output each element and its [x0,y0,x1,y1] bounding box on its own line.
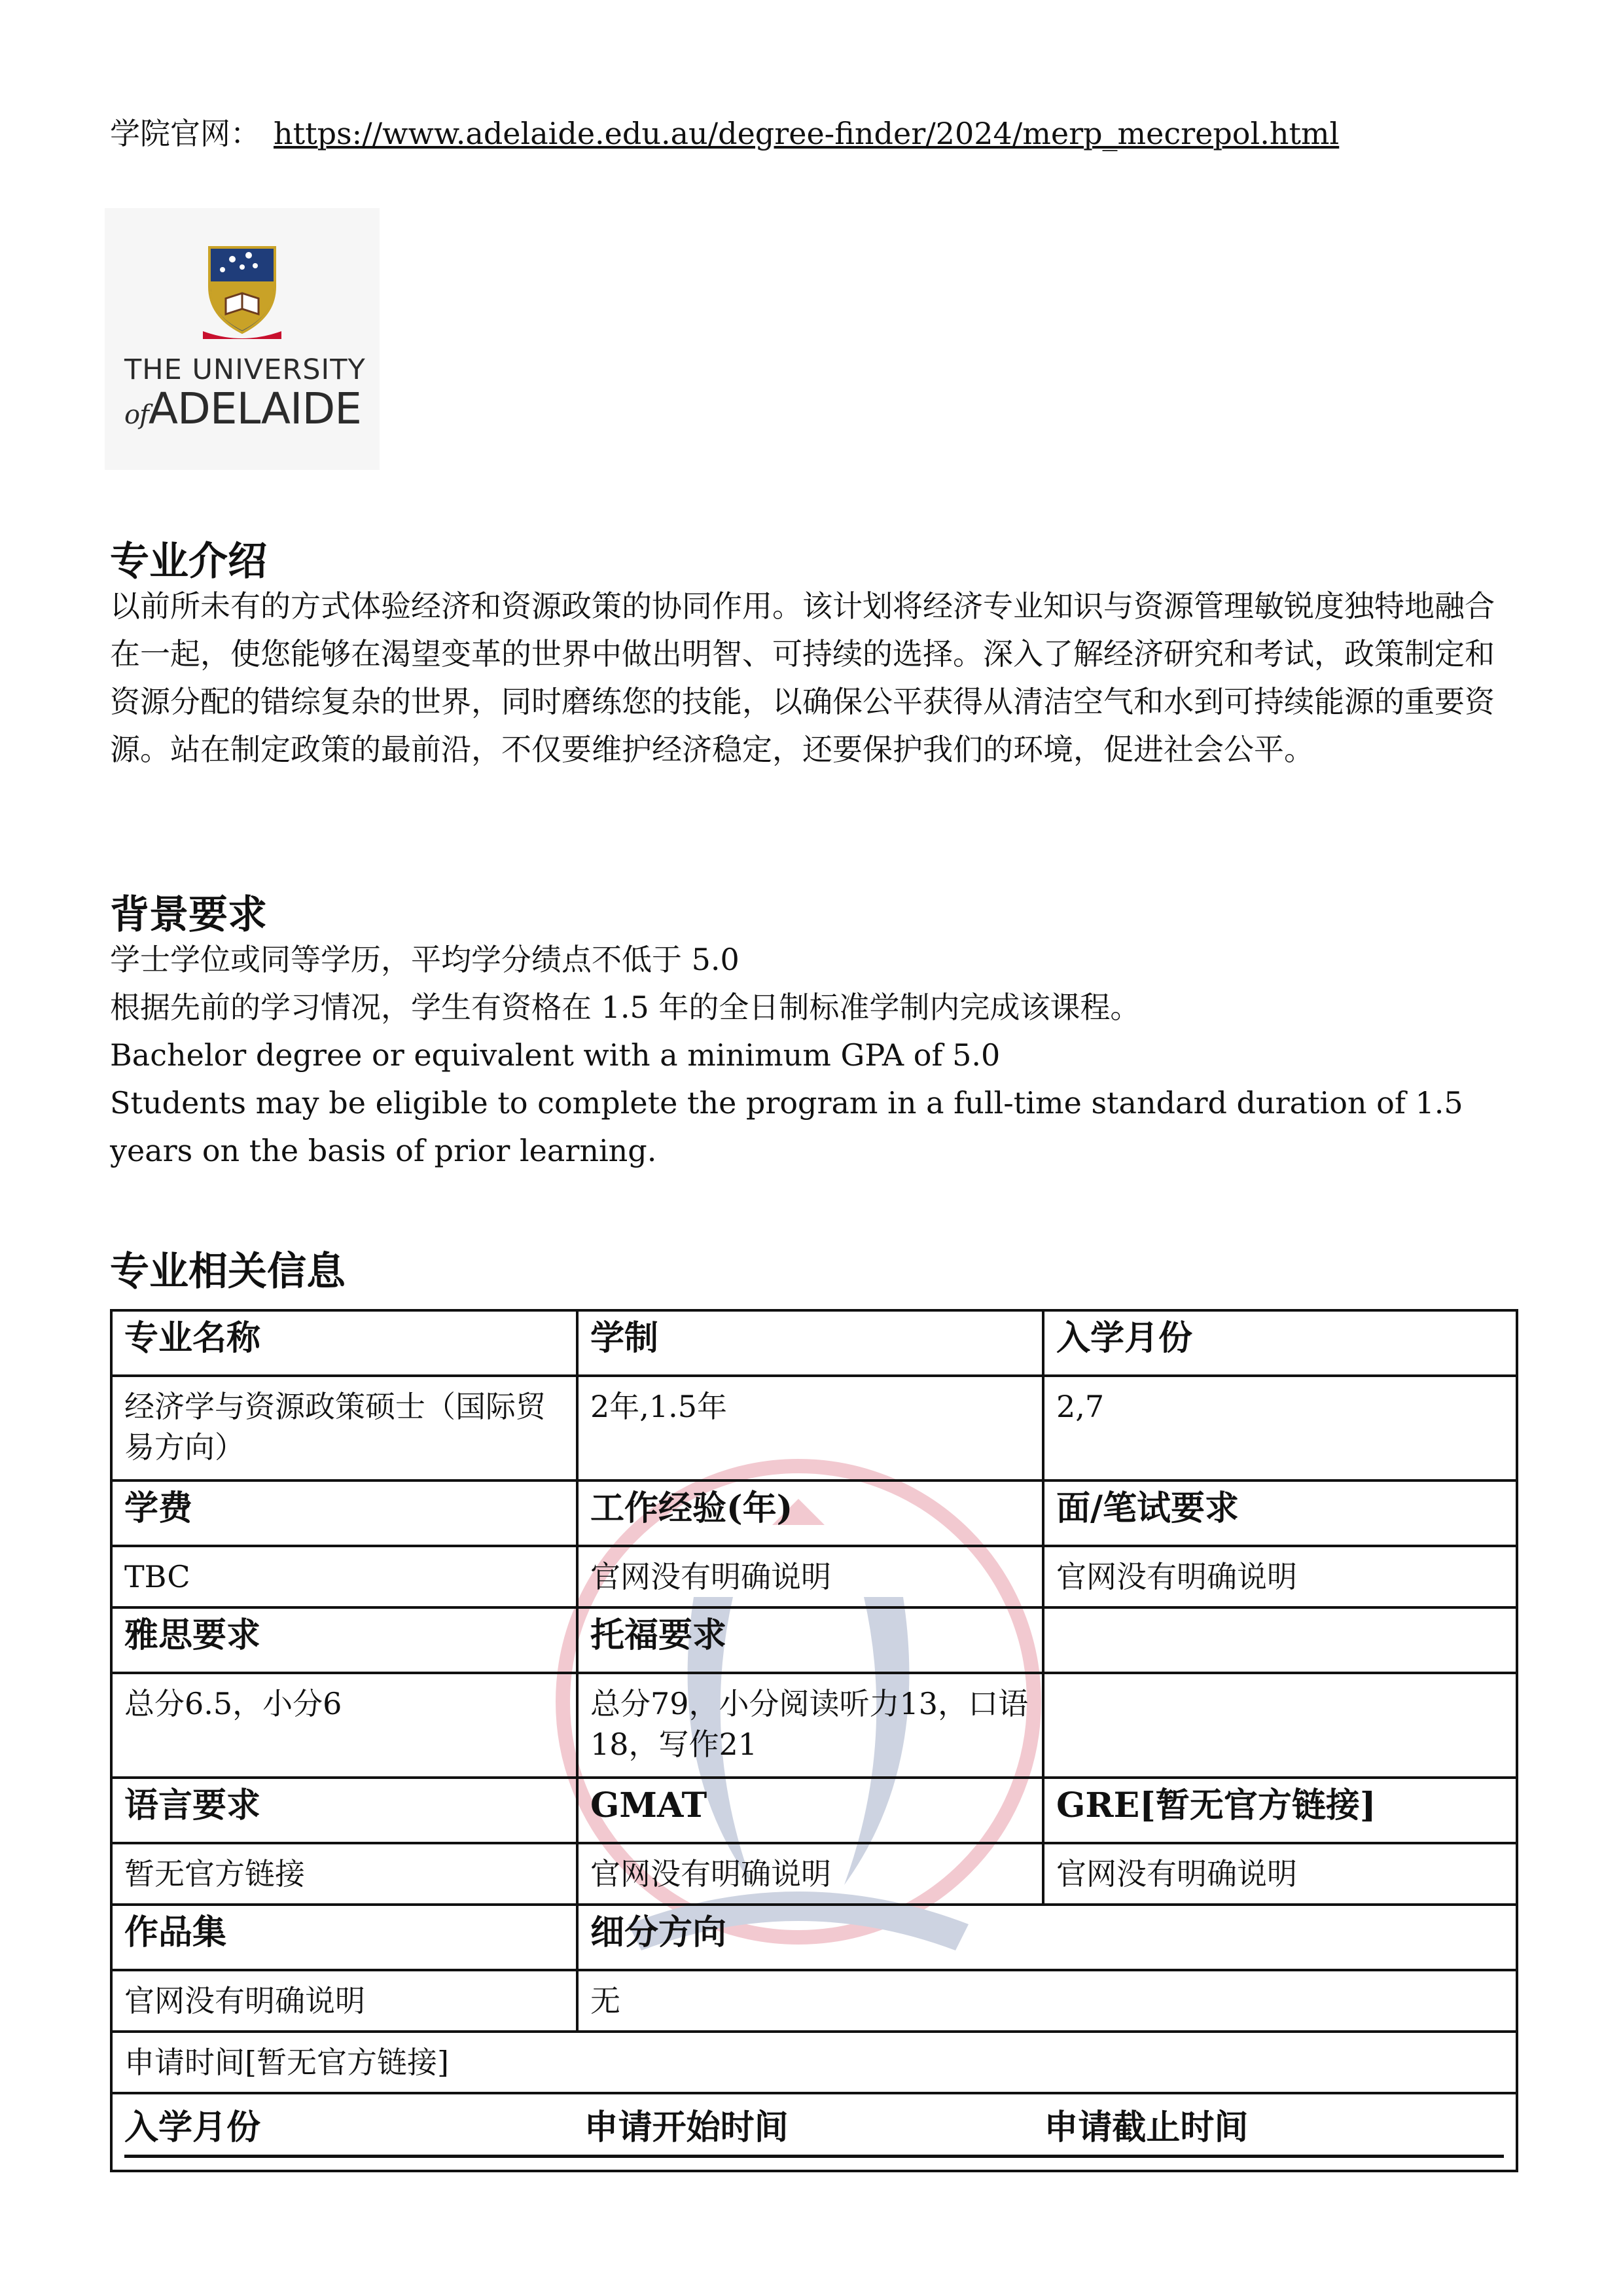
table-cell: 官网没有明确说明 [577,1546,1043,1607]
background-lines [110,936,1517,1175]
schedule-header: 申请开始时间 [584,2108,789,2147]
logo-line-2 [124,384,361,434]
table-cell: TBC [111,1546,577,1607]
table-header: 语言要求 [111,1778,577,1843]
table-header: 细分方向 [577,1905,1517,1970]
website-link[interactable]: https://www.adelaide.edu.au/degree-finder/2024/merp_mecrepol.html [274,116,1340,151]
table-cell: 总分79，小分阅读听力13，口语18，写作21 [577,1673,1043,1778]
table-header: GRE[暂无官方链接] [1043,1778,1517,1843]
background-line: 学士学位或同等学历，平均学分绩点不低于 5.0 [110,942,740,977]
schedule-header-row [124,2104,1504,2158]
table-cell: 官网没有明确说明 [1043,1546,1517,1607]
table-cell [1043,1673,1517,1778]
table-header: 学费 [111,1480,577,1546]
university-logo [105,208,380,470]
background-title: 背景要求 [110,892,267,938]
background-line: 根据先前的学习情况，学生有资格在 1.5 年的全日制标准学制内完成该课程。 [110,990,1141,1025]
table-cell: 2年,1.5年 [577,1376,1043,1480]
background-line: Students may be eligible to complete the program in a full-time standard duration of 1.5 years on the basis of prior learning. [110,1085,1463,1168]
schedule-cell [111,2093,1517,2171]
table-header: 学制 [577,1310,1043,1376]
table-cell: 暂无官方链接 [111,1843,577,1905]
table-cell: 官网没有明确说明 [1043,1843,1517,1905]
schedule-header: 申请截止时间 [1044,2108,1249,2147]
application-time-cell: 申请时间[暂无官方链接] [111,2032,1517,2093]
logo-line-2-name: ADELAIDE [148,384,361,434]
table-cell: 无 [577,1970,1517,2032]
info-title: 专业相关信息 [110,1249,346,1295]
table-cell: 总分6.5，小分6 [111,1673,577,1778]
crest-icon [203,241,281,339]
table-header: 工作经验(年) [577,1480,1043,1546]
table-header: 作品集 [111,1905,577,1970]
table-cell: 经济学与资源政策硕士（国际贸易方向） [111,1376,577,1480]
table-header: 雅思要求 [111,1607,577,1673]
table-cell: 2,7 [1043,1376,1517,1480]
website-line [110,110,1339,153]
intro-text: 以前所未有的方式体验经济和资源政策的协同作用。该计划将经济专业知识与资源管理敏锐度独特地融合在一起，使您能够在渴望变革的世界中做出明智、可持续的选择。深入了解经济研究和考试，政策制定和资源分配的错综复杂的世界，同时磨练您的技能，以确保公平获得从清洁空气和水到可持续能源的重要资源。站在制定政策的最前沿，不仅要维护经济稳定，还要保护我们的环境，促进社会公平。 [110,588,1495,767]
table-header: GMAT [577,1778,1043,1843]
table-header [1043,1607,1517,1673]
table-header: 专业名称 [111,1310,577,1376]
schedule-header: 入学月份 [124,2108,261,2147]
logo-line-1: THE UNIVERSITY [124,353,366,386]
table-header: 面/笔试要求 [1043,1480,1517,1546]
intro-title: 专业介绍 [110,539,267,584]
table-cell: 官网没有明确说明 [111,1970,577,2032]
table-header: 入学月份 [1043,1310,1517,1376]
logo-line-2-prefix: of [124,400,149,430]
table-header: 托福要求 [577,1607,1043,1673]
background-line: Bachelor degree or equivalent with a minimum GPA of 5.0 [110,1037,1001,1073]
table-cell: 官网没有明确说明 [577,1843,1043,1905]
program-info-table [110,1309,1518,2172]
website-label: 学院官网： [110,116,260,151]
